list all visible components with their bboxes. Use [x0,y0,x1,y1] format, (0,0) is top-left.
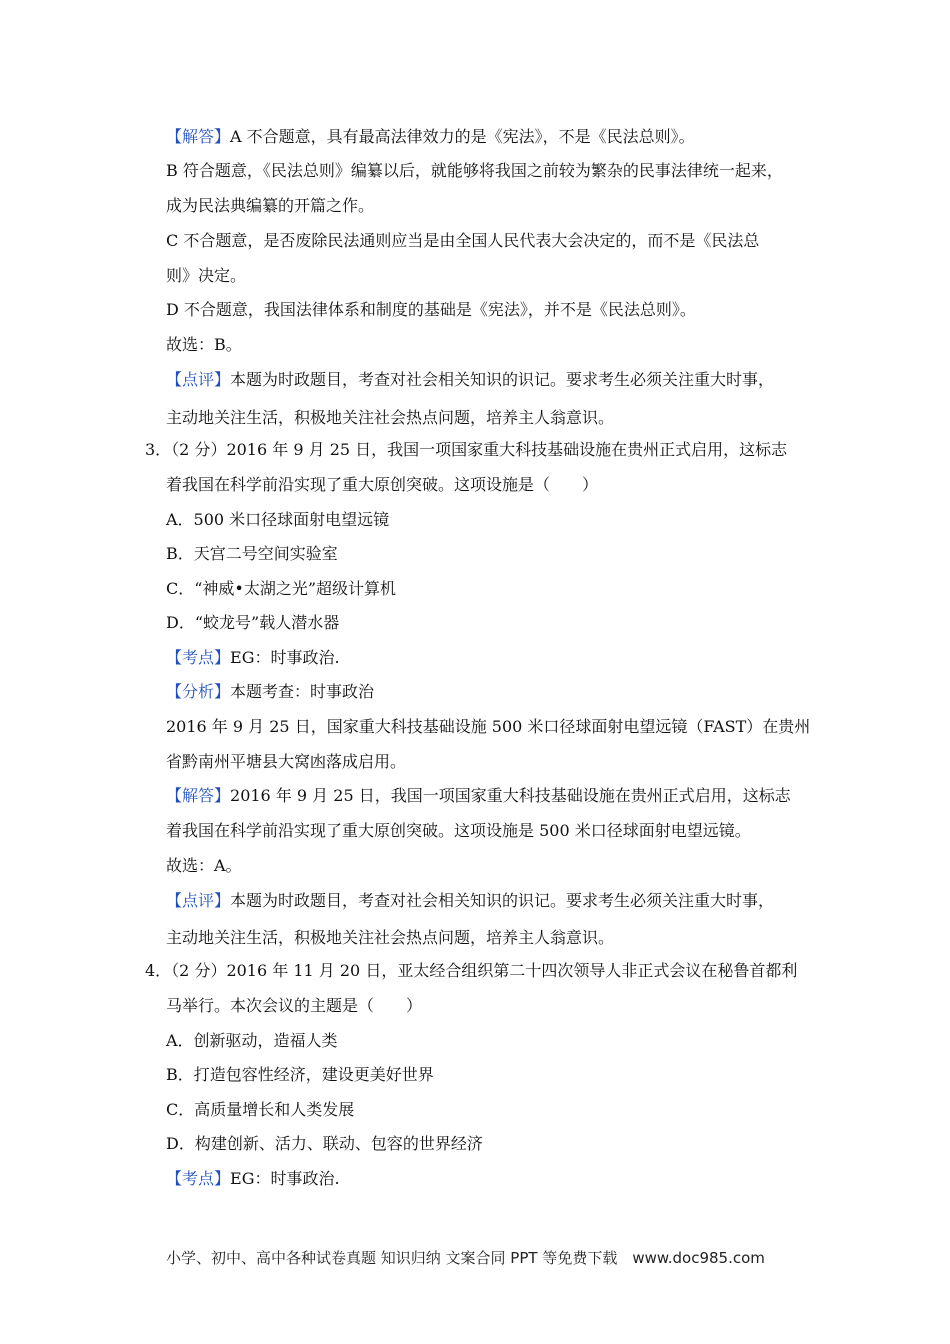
line-text: 主动地关注生活，积极地关注社会热点问题，培养主人翁意识。 [166,408,615,427]
option-a [166,509,389,531]
knowledge-point-line [166,1168,340,1190]
line-text: EG：时事政治. [230,648,340,667]
answer-line [166,160,783,182]
section-tag: 【考点】 [166,648,231,667]
question-stem [166,474,598,496]
option-b [166,1064,434,1086]
line-text: 成为民法典编纂的开篇之作。 [166,196,375,215]
line-text: 2016 年 9 月 25 日，我国一项国家重大科技基础设施在贵州正式启用，这标志 [230,786,791,805]
line-text: 2016 年 9 月 25 日，国家重大科技基础设施 500 米口径球面射电望远镜（FAST）在贵州 [166,717,811,736]
line-text: EG：时事政治. [230,1169,340,1188]
answer-line [166,785,791,807]
line-text: 故选：B。 [166,335,242,354]
line-text: B．打造包容性经济，建设更美好世界 [166,1065,434,1084]
answer-line [166,299,696,321]
page-footer: 小学、初中、高中各种试卷真题 知识归纳 文案合同 PPT 等免费下载 www.doc985.com [166,1249,765,1267]
line-text: 本题为时政题目，考查对社会相关知识的识记。要求考生必须关注重大时事， [230,891,775,910]
answer-line [166,195,374,217]
section-tag: 【点评】 [166,370,231,389]
analysis-line [166,716,810,738]
option-c [166,578,396,600]
option-c [166,1099,354,1121]
line-text: 则》决定。 [166,266,247,285]
line-text: 主动地关注生活，积极地关注社会热点问题，培养主人翁意识。 [166,928,615,947]
option-d [166,1133,483,1155]
line-text: 3．（2 分）2016 年 9 月 25 日，我国一项国家重大科技基础设施在贵州正式启用，这标志 [145,440,788,459]
line-text: A 不合题意，具有最高法律效力的是《宪法》，不是《民法总则》。 [230,127,695,146]
line-text: D．构建创新、活力、联动、包容的世界经济 [166,1134,483,1153]
option-b [166,543,338,565]
line-text: 着我国在科学前沿实现了重大原创突破。这项设施是 500 米口径球面射电望远镜。 [166,821,751,840]
section-tag: 【解答】 [166,786,231,805]
knowledge-point-line [166,647,340,669]
line-text: C．高质量增长和人类发展 [166,1100,355,1119]
option-d [166,612,339,634]
analysis-line [166,681,374,703]
line-text: B．天宫二号空间实验室 [166,544,338,563]
answer-line [166,820,751,842]
answer-line [166,265,246,287]
line-text: 故选：A。 [166,856,242,875]
line-text: 4．（2 分）2016 年 11 月 20 日，亚太经合组织第二十四次领导人非正式会议在秘鲁首都利 [145,961,798,980]
line-text: 马举行。本次会议的主题是（ ） [166,996,423,1015]
line-text: A．创新驱动，造福人类 [166,1031,338,1050]
line-text: 省黔南州平塘县大窝凼落成启用。 [166,752,407,771]
question-stem [145,960,797,982]
line-text: D 不合题意，我国法律体系和制度的基础是《宪法》，并不是《民法总则》。 [166,300,696,319]
section-tag: 【考点】 [166,1169,231,1188]
choice-line [166,334,242,356]
line-text: C．“神威•太湖之光”超级计算机 [166,579,397,598]
section-tag: 【解答】 [166,127,231,146]
option-a [166,1030,338,1052]
question-stem [145,439,787,461]
answer-line [166,230,759,252]
line-text: A．500 米口径球面射电望远镜 [166,510,390,529]
line-text: 着我国在科学前沿实现了重大原创突破。这项设施是（ ） [166,475,599,494]
review-line [166,890,774,912]
choice-line [166,855,242,877]
analysis-line [166,751,406,773]
answer-line [166,126,695,148]
line-text: 本题为时政题目，考查对社会相关知识的识记。要求考生必须关注重大时事， [230,370,775,389]
review-line [166,407,614,429]
review-line [166,927,614,949]
line-text: C 不合题意，是否废除民法通则应当是由全国人民代表大会决定的，而不是《民法总 [166,231,760,250]
section-tag: 【分析】 [166,682,231,701]
line-text: 本题考查：时事政治 [230,682,375,701]
line-text: D．“蛟龙号”载人潜水器 [166,613,340,632]
line-text: B 符合题意，《民法总则》编纂以后，就能够将我国之前较为繁杂的民事法律统一起来， [166,161,783,180]
section-tag: 【点评】 [166,891,231,910]
question-stem [166,995,422,1017]
review-line [166,369,774,391]
